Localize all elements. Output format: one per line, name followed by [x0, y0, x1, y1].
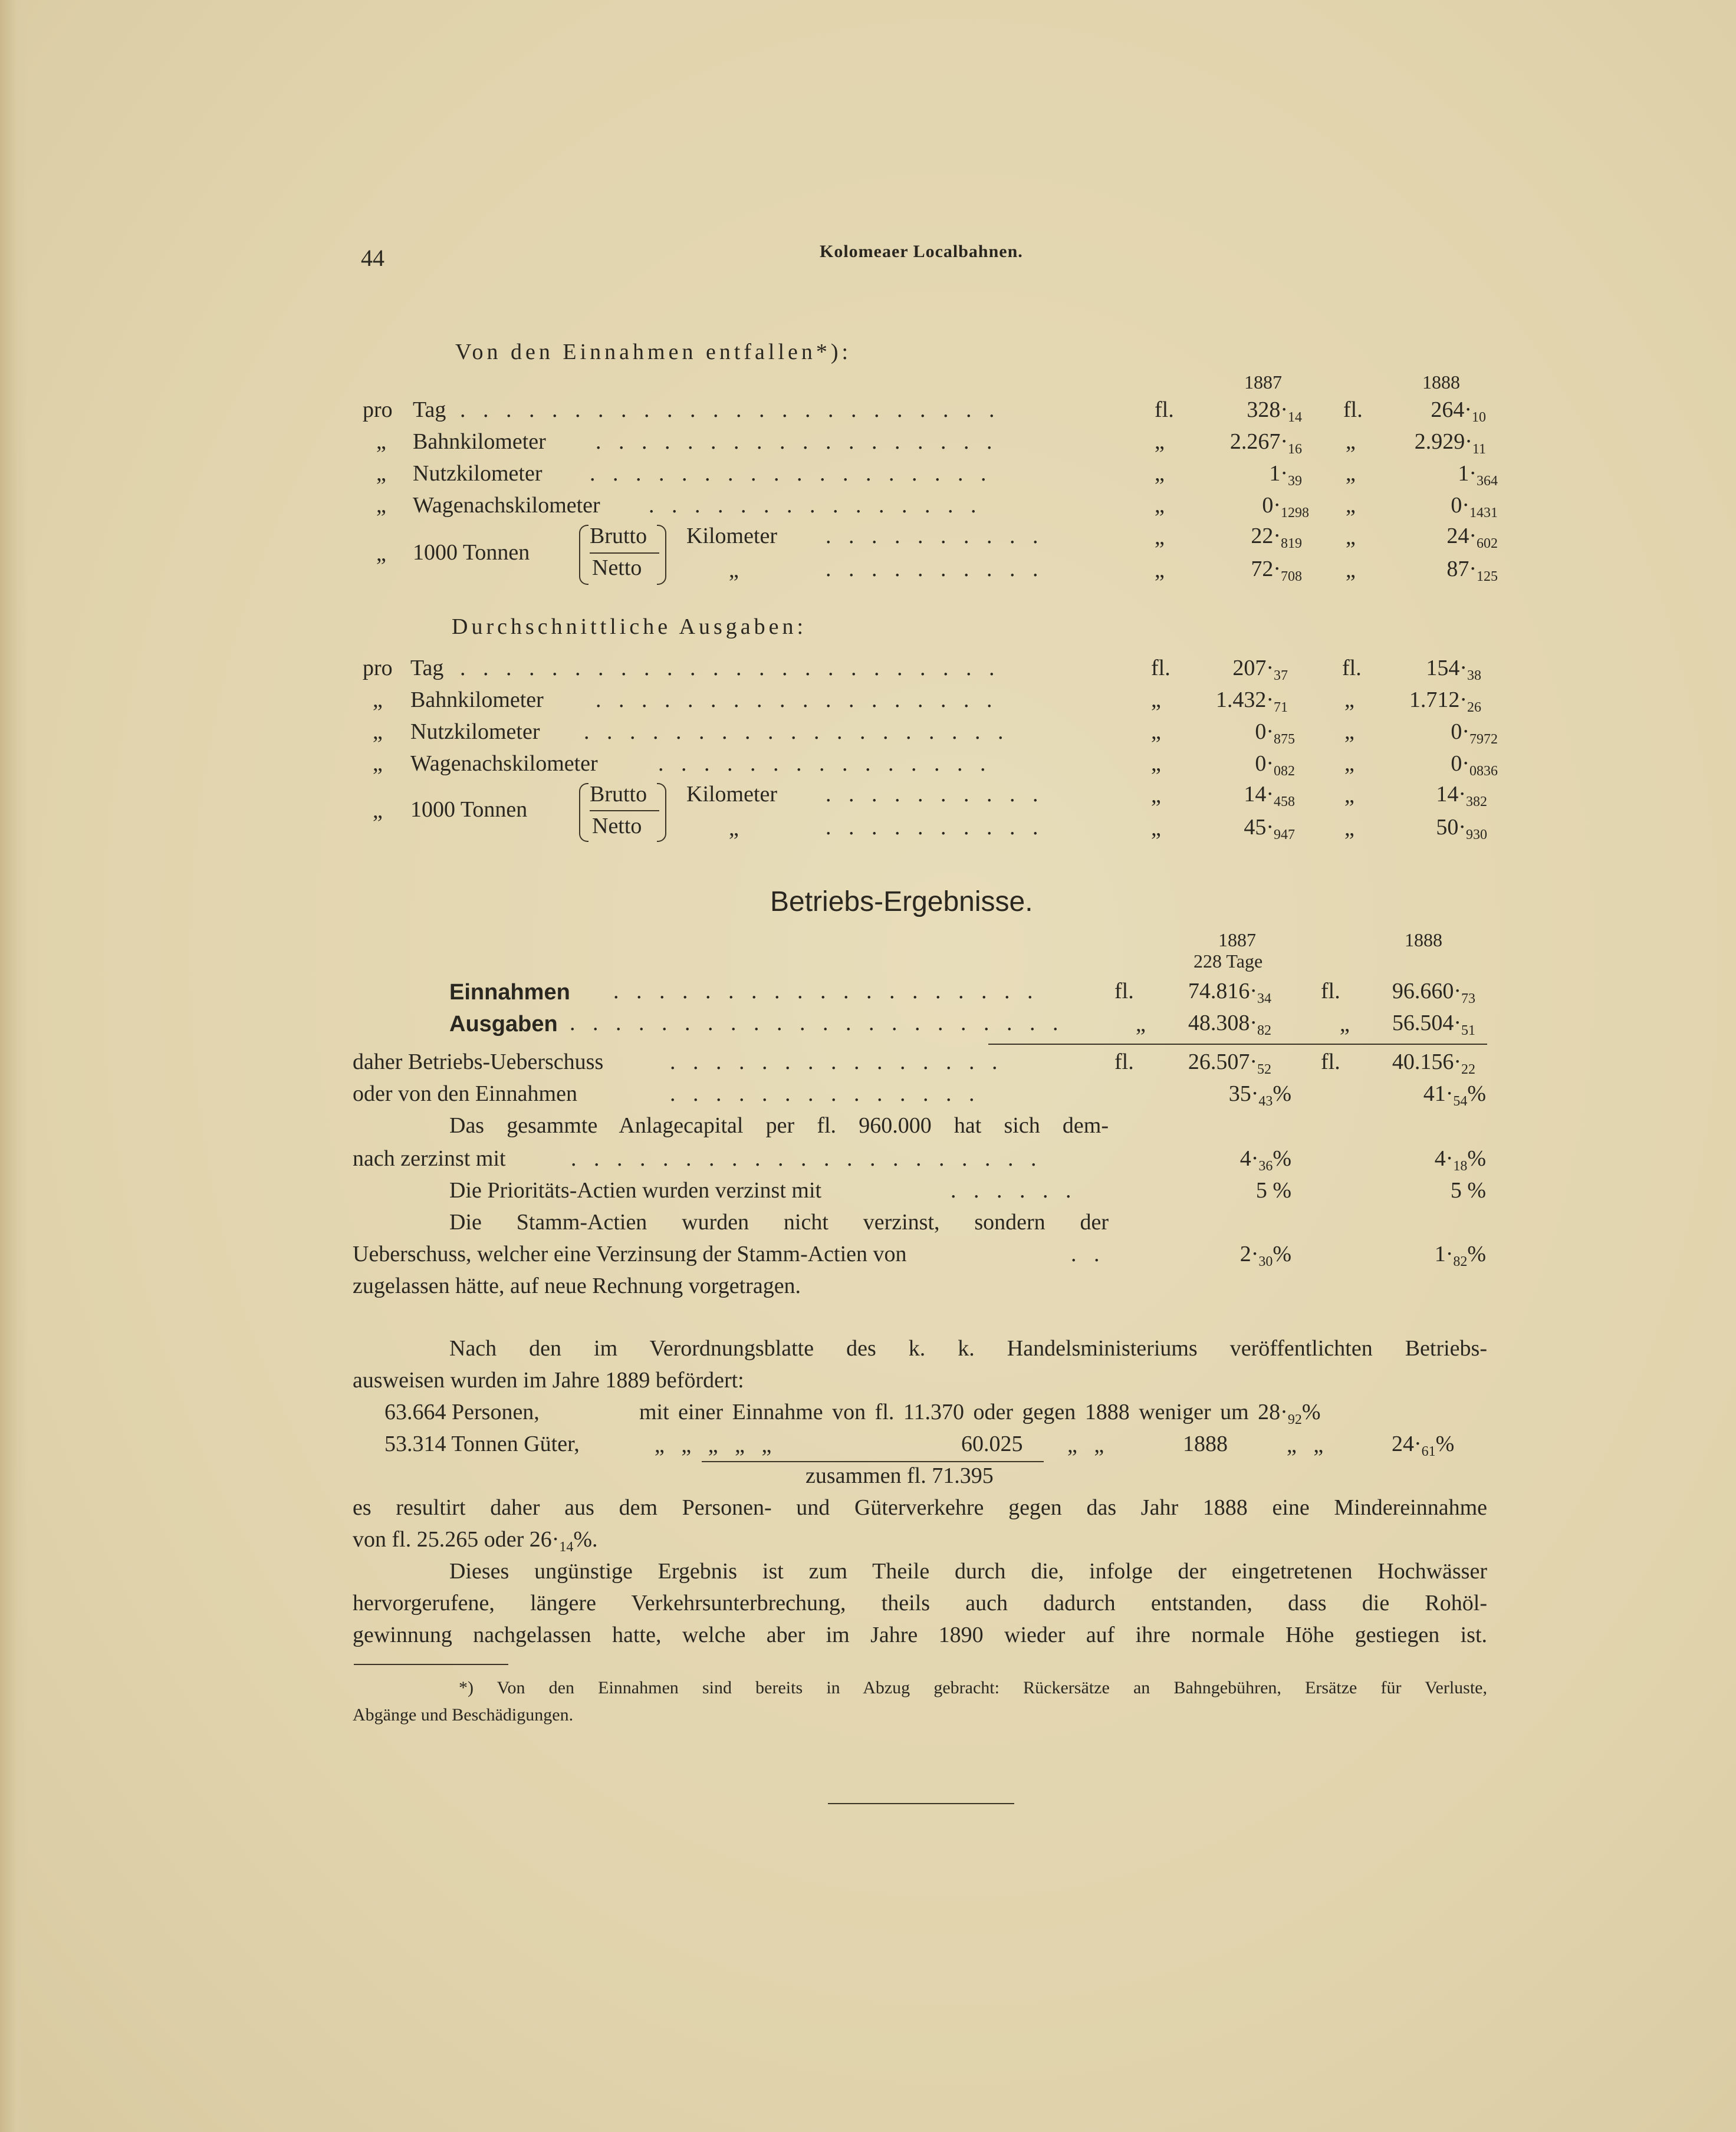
- leader-dots: . . . . . . . . . . . . . . .: [670, 1049, 1004, 1074]
- anlage-text-line2: nach zerzinst mit: [353, 1146, 506, 1171]
- leader-dots: . . . . . . . . . . . . . . . . . . . . .: [571, 1146, 1043, 1171]
- currency: fl.: [1114, 1049, 1134, 1074]
- persons-detail: mit einer Einnahme von fl. 11.370 oder gegen 1888 weniger um $28\cdot_{92}\%$: [639, 1400, 1321, 1427]
- ditto-mark: „: [1151, 687, 1161, 712]
- value-1887: $2.267\cdot_{16}$: [1229, 429, 1302, 457]
- percent-label: oder von den Einnahmen: [353, 1081, 577, 1106]
- netto-label: Netto: [592, 814, 642, 838]
- value-1888: $24\cdot_{602}$: [1446, 524, 1498, 551]
- value-1887: $207\cdot_{37}$: [1232, 656, 1288, 683]
- ueberschuss-1887: $26.507\cdot_{52}$: [1188, 1049, 1271, 1077]
- row-label: Nutzkilometer: [413, 461, 542, 486]
- leader-dots: . . . . . . . . . . . . . . . . . .: [590, 461, 992, 486]
- footnote-rule: [354, 1664, 508, 1665]
- tonnen-label: 1000 Tonnen: [413, 540, 530, 565]
- ditto-mark: „: [1344, 751, 1354, 776]
- ditto-mark: „: [1155, 525, 1165, 550]
- currency: fl.: [1342, 656, 1362, 680]
- value-1887: $1.432\cdot_{71}$: [1215, 687, 1288, 715]
- ditto-mark: „: [1151, 751, 1161, 776]
- income-title: Von den Einnahmen entfallen*):: [455, 340, 852, 364]
- brutto-label: Brutto: [590, 782, 647, 807]
- einnahmen-1887: $74.816\cdot_{34}$: [1188, 979, 1271, 1006]
- ditto-mark: „: [1344, 783, 1354, 808]
- goods-year: 1888: [1183, 1432, 1228, 1456]
- para2-line1: Dieses ungünstige Ergebnis ist zum Theile durch die, infolge der eingetretenen Hochwässer: [449, 1559, 1487, 1584]
- value-1888: $2.929\cdot_{11}$: [1414, 429, 1486, 457]
- row-label: Wagenachskilometer: [410, 751, 598, 776]
- row-prefix: „: [376, 429, 386, 454]
- ueberschuss-1888: $40.156\cdot_{22}$: [1392, 1049, 1475, 1077]
- value-1887: $72\cdot_{708}$: [1251, 557, 1302, 584]
- prior-1887: 5 %: [1255, 1178, 1291, 1203]
- ditto-mark: „: [1344, 719, 1354, 744]
- para2-line2: hervorgerufene, längere Verkehrsunterbrechung, theils auch dadurch entstanden, dass die Rohöl-: [353, 1591, 1487, 1616]
- value-1888: $264\cdot_{10}$: [1431, 397, 1486, 425]
- row-label: „: [729, 816, 739, 841]
- row-label: Nutzkilometer: [410, 719, 540, 744]
- leader-dots: . . . . . . . . . . . . . . .: [658, 751, 992, 776]
- row-label: Kilometer: [686, 782, 778, 807]
- value-1888: $0\cdot_{0836}$: [1451, 751, 1498, 779]
- value-1888: $50\cdot_{930}$: [1436, 815, 1487, 843]
- ausgaben-1887: $48.308\cdot_{82}$: [1188, 1011, 1271, 1038]
- stamm-text-line1: Die Stamm-Actien wurden nicht verzinst, sondern der: [449, 1210, 1109, 1235]
- page-number: 44: [361, 245, 384, 271]
- leader-dots: . . . . . . . . . . . . . . . . . . . . . . . .: [460, 656, 1001, 680]
- value-1887: $0\cdot_{1298}$: [1262, 493, 1309, 521]
- ditto-mark: „: [1155, 493, 1165, 518]
- income-year-1888: 1888: [1422, 371, 1460, 393]
- row-prefix: „: [376, 461, 386, 486]
- value-1887: $328\cdot_{14}$: [1247, 397, 1302, 425]
- expenses-title: Durchschnittliche Ausgaben:: [452, 614, 807, 639]
- para2-line3: gewinnung nachgelassen hatte, welche aber im Jahre 1890 wieder auf ihre normale Höhe gestiegen ist.: [353, 1623, 1487, 1647]
- value-1888: $14\cdot_{382}$: [1436, 782, 1487, 810]
- ditto-mark: „: [1346, 461, 1356, 486]
- end-rule: [828, 1803, 1014, 1804]
- value-1887: $1\cdot_{39}$: [1269, 461, 1302, 489]
- ditto-marks: „ „: [1287, 1433, 1324, 1457]
- leader-dots: . . . . . . . . . . . . . . . . . .: [596, 687, 998, 712]
- value-1888: $0\cdot_{1431}$: [1451, 493, 1498, 521]
- netto-label: Netto: [592, 555, 642, 580]
- ueberschuss-label: daher Betriebs-Ueberschuss: [353, 1049, 604, 1074]
- leader-dots: . . . . . . . . . .: [826, 782, 1044, 807]
- para1-line1: Nach den im Verordnungsblatte des k. k. Handelsministeriums veröffentlichten Betriebs-: [449, 1336, 1487, 1361]
- footnote-line1: *) Von den Einnahmen sind bereits in Abzug gebracht: Rückersätze an Bahngebühren, Ersätze für Verluste,: [459, 1678, 1487, 1697]
- ditto-mark: „: [1136, 1012, 1146, 1037]
- row-label: Bahnkilometer: [413, 429, 546, 454]
- prior-text: Die Prioritäts-Actien wurden verzinst mit: [449, 1178, 822, 1203]
- leader-dots: . . . . . . . . . . . . . . . . . . .: [613, 979, 1039, 1004]
- leader-dots: . . . . . . . . . .: [826, 524, 1044, 548]
- row-prefix: „: [373, 798, 383, 823]
- left-brace: [579, 525, 588, 585]
- ditto-mark: „: [1344, 816, 1354, 841]
- row-prefix: pro: [363, 656, 393, 680]
- goods-count: 53.314 Tonnen Güter,: [384, 1432, 580, 1456]
- einnahmen-label: Einnahmen: [449, 980, 570, 1005]
- ausgaben-label: Ausgaben: [449, 1012, 558, 1037]
- ditto-mark: „: [1346, 429, 1356, 454]
- ditto-mark: „: [1155, 461, 1165, 486]
- ditto-mark: „: [1151, 719, 1161, 744]
- anlage-1888: $4\cdot_{18}\%$: [1434, 1146, 1486, 1174]
- row-prefix: „: [376, 493, 386, 518]
- currency: fl.: [1321, 1049, 1340, 1074]
- ditto-mark: „: [1346, 493, 1356, 518]
- row-prefix: „: [376, 541, 386, 566]
- ditto-mark: „: [1340, 1012, 1350, 1037]
- ditto-mark: „: [1346, 525, 1356, 550]
- currency: fl.: [1343, 397, 1363, 422]
- stamm-1888: $1\cdot_{82}\%$: [1434, 1242, 1486, 1269]
- value-1887: $22\cdot_{819}$: [1251, 524, 1302, 551]
- sum-rule: [988, 1044, 1487, 1045]
- para1-line2: ausweisen wurden im Jahre 1889 befördert:: [353, 1368, 744, 1393]
- value-1887: $14\cdot_{458}$: [1244, 782, 1295, 810]
- row-prefix: „: [373, 719, 383, 744]
- goods-pct: $24\cdot_{61}\%$: [1392, 1432, 1455, 1459]
- value-1888: $87\cdot_{125}$: [1446, 557, 1498, 584]
- value-1888: $154\cdot_{38}$: [1426, 656, 1481, 683]
- right-brace: [657, 783, 666, 842]
- row-prefix: „: [373, 751, 383, 776]
- leader-dots: . . . . . . . . . .: [826, 815, 1044, 840]
- brutto-netto-rule: [590, 810, 659, 811]
- page-gutter: [0, 0, 28, 2132]
- value-1888: $1\cdot_{364}$: [1458, 461, 1498, 489]
- row-label: Bahnkilometer: [410, 687, 544, 712]
- einnahmen-1888: $96.660\cdot_{73}$: [1392, 979, 1475, 1006]
- row-label: Wagenachskilometer: [413, 493, 600, 518]
- ditto-marks: „ „: [1067, 1433, 1104, 1457]
- stamm-1887: $2\cdot_{30}\%$: [1239, 1242, 1291, 1269]
- currency: fl.: [1321, 979, 1340, 1004]
- leader-dots: . . . . . . . . . .: [826, 557, 1044, 581]
- results-title: Betriebs-Ergebnisse.: [770, 886, 1033, 917]
- leader-dots: . .: [1071, 1242, 1106, 1266]
- tonnen-label: 1000 Tonnen: [410, 797, 528, 822]
- results-days-note: 228 Tage: [1194, 950, 1263, 972]
- row-label: Tag: [410, 656, 444, 680]
- currency: fl.: [1114, 979, 1134, 1004]
- row-prefix: pro: [363, 397, 393, 422]
- ditto-mark: „: [1155, 429, 1165, 454]
- zusammen-total: zusammen fl. 71.395: [805, 1463, 994, 1488]
- ditto-mark: „: [1151, 783, 1161, 808]
- results-year-1888: 1888: [1405, 929, 1442, 950]
- right-brace: [657, 525, 666, 585]
- percent-1888: $41\cdot_{54}\%$: [1423, 1081, 1486, 1109]
- row-label: Tag: [413, 397, 446, 422]
- row-label: Kilometer: [686, 524, 778, 548]
- leader-dots: . . . . . . . . . . . . . . . . . .: [596, 429, 998, 454]
- ditto-mark: „: [1151, 816, 1161, 841]
- leader-dots: . . . . . . . . . . . . . . . . . . . . . .: [570, 1011, 1064, 1035]
- leader-dots: . . . . . . . . . . . . . . . . . . .: [584, 719, 1010, 744]
- prior-1888: 5 %: [1450, 1178, 1486, 1203]
- persons-count: 63.664 Personen,: [384, 1400, 540, 1424]
- row-label: „: [729, 558, 739, 583]
- leader-dots: . . . . . . . . . . . . . .: [670, 1081, 981, 1106]
- value-1888: $1.712\cdot_{26}$: [1409, 687, 1481, 715]
- ditto-mark: „: [1346, 558, 1356, 583]
- stamm-text-line2: Ueberschuss, welcher eine Verzinsung der Stamm-Actien von: [353, 1242, 907, 1266]
- leader-dots: . . . . . .: [951, 1178, 1077, 1203]
- row-prefix: „: [373, 687, 383, 712]
- ausgaben-1888: $56.504\cdot_{51}$: [1392, 1011, 1475, 1038]
- running-title: Kolomeaer Localbahnen.: [820, 242, 1023, 261]
- currency: fl.: [1155, 397, 1174, 422]
- ditto-mark: „: [1344, 687, 1354, 712]
- left-brace: [579, 783, 588, 842]
- anlage-1887: $4\cdot_{36}\%$: [1239, 1146, 1291, 1174]
- leader-dots: . . . . . . . . . . . . . . . . . . . . . . . .: [460, 397, 1001, 422]
- value-1888: $0\cdot_{7972}$: [1451, 719, 1498, 747]
- value-1887: $0\cdot_{082}$: [1255, 751, 1295, 779]
- brutto-label: Brutto: [590, 524, 647, 548]
- income-year-1887: 1887: [1244, 371, 1282, 393]
- results-year-1887: 1887: [1218, 929, 1256, 950]
- brutto-netto-rule: [590, 552, 659, 554]
- goods-amount: 60.025: [961, 1432, 1023, 1456]
- result-line1: es resultirt daher aus dem Personen- und Güterverkehre gegen das Jahr 1888 eine Mindereinnahme: [353, 1495, 1487, 1520]
- footnote-line2: Abgänge und Beschädigungen.: [353, 1705, 574, 1725]
- percent-1887: $35\cdot_{43}\%$: [1228, 1081, 1291, 1109]
- total-rule: [702, 1461, 1044, 1462]
- value-1887: $0\cdot_{875}$: [1255, 719, 1295, 747]
- ditto-marks: „ „ „ „ „: [655, 1433, 772, 1457]
- result-line2: von fl. 25.265 oder $26\cdot_{14}\%$.: [353, 1527, 598, 1555]
- value-1887: $45\cdot_{947}$: [1244, 815, 1295, 843]
- anlage-text-line1: Das gesammte Anlagecapital per fl. 960.000 hat sich dem-: [449, 1113, 1109, 1138]
- ditto-mark: „: [1155, 558, 1165, 583]
- leader-dots: . . . . . . . . . . . . . . .: [649, 493, 982, 518]
- stamm-text-line3: zugelassen hätte, auf neue Rechnung vorgetragen.: [353, 1274, 801, 1298]
- currency: fl.: [1151, 656, 1171, 680]
